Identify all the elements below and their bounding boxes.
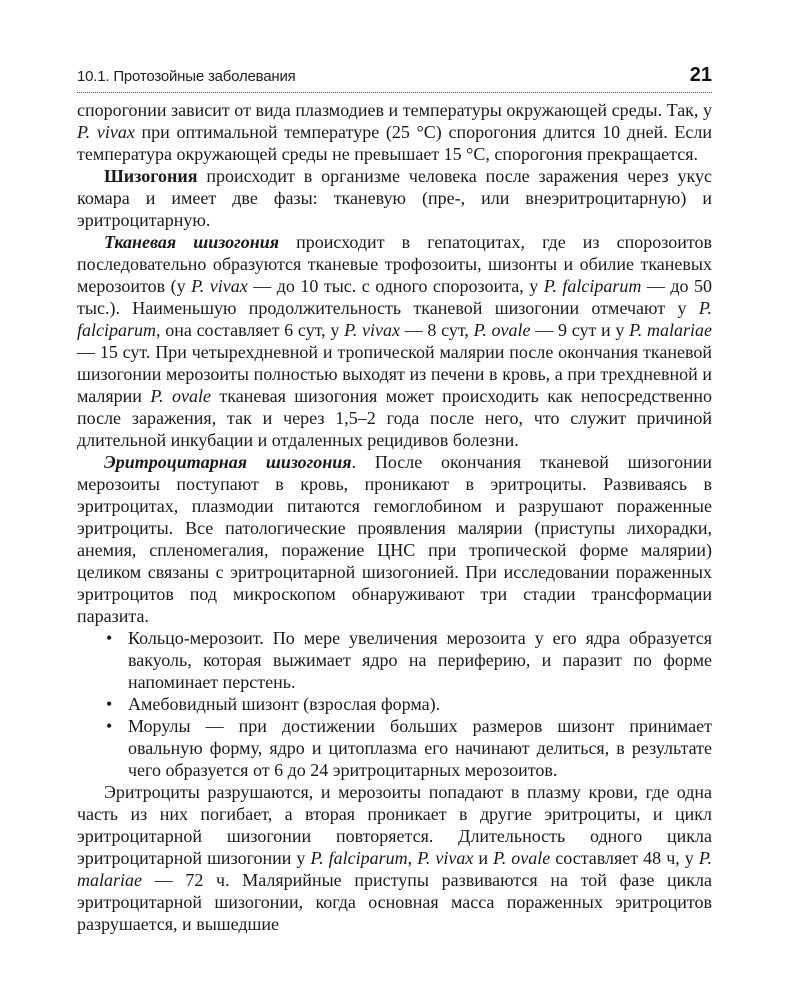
- paragraph-schizogony: Шизогония происходит в организме человека после заражения через укус комара и имеет две фазы: тканевую (пре-, или внеэритроцитарную) и эритроцитарную.: [77, 166, 712, 230]
- term-tissue-schizogony: Тканевая шизогония: [104, 232, 279, 252]
- page-header: [77, 62, 712, 93]
- paragraph-tissue-schizogony: Тканевая шизогония происходит в гепатоцитах, где из спорозоитов последовательно образуются тканевые трофозоиты, шизонты и обилие тканевых мерозоитов (у P. vivax — до 10 тыс. с одного спорозоита, у P. falciparum — до 50 тыс.). Наименьшую продолжительность тканевой шизогонии отмечают у P. falciparum, она составляет 6 сут, у P. vivax — 8 сут, P. ovale — 9 сут и у P. malariae — 15 сут. При четырехдневной и тропической малярии после окончания тканевой шизогонии мерозоиты полностью выходят из печени в кровь, а при трехдневной и малярии P. ovale тканевая шизогония может происходить как непосредственно после заражения, так и через 1,5–2 года после него, что служит причиной длительной инкубации и отдаленных рецидивов болезни.: [77, 232, 713, 450]
- stages-list: [77, 627, 712, 781]
- paragraph-erythrocytic-schizogony: Эритроцитарная шизогония. После окончания тканевой шизогонии мерозоиты поступают в кровь, проникают в эритроциты. Развиваясь в эритроцитах, плазмодии питаются гемоглобином и разрушают пораженные эритроциты. Все патологические проявления малярии (приступы лихорадки, анемия, спленомегалия, поражение ЦНС при тропической форме малярии) целиком связаны с эритроцитарной шизогонией. При исследовании пораженных эритроцитов под микроскопом обнаруживают три стадии трансформации паразита.: [77, 452, 712, 626]
- bullet-icon: •: [106, 694, 113, 714]
- page-number: 21: [689, 64, 712, 86]
- paragraph-erythrocyte-destruction: Эритроциты разрушаются, и мерозоиты попадают в плазму крови, где одна часть из них погибает, а вторая проникает в другие эритроциты, и цикл эритроцитарной шизогонии повторяется. Длительность одного цикла эритроцитарной шизогонии у P. falciparum, P. vivax и P. ovale составляет 48 ч, у P. malariae — 72 ч. Малярийные приступы развиваются на той фазе цикла эритроцитарной шизогонии, когда основная масса пораженных эритроцитов разрушается, и вышедшие: [77, 782, 712, 934]
- paragraph-sporogony-end: спорогонии зависит от вида плазмодиев и температуры окружающей среды. Так, у P. vivax при оптимальной температуре (25 °С) спорогония длится 10 дней. Если температура окружающей среды не превышает 15 °С, спорогония прекращается.: [77, 100, 712, 164]
- term-erythrocytic-schizogony: Эритроцитарная шизогония: [104, 452, 352, 472]
- bullet-icon: •: [106, 628, 113, 648]
- list-item: • Морулы — при достижении больших размеров шизонт принимает овальную форму, ядро и цитоплазма его начинают делиться, в результате чего образуется от 6 до 24 эритроцитарных мерозоитов.: [106, 716, 712, 780]
- running-head: 10.1. Протозойные заболевания: [77, 68, 296, 85]
- list-item: • Амебовидный шизонт (взрослая форма).: [106, 694, 441, 714]
- term-schizogony: Шизогония: [104, 166, 198, 186]
- list-item: • Кольцо-мерозоит. По мере увеличения мерозоита у его ядра образуется вакуоль, которая выжимает ядро на периферию, и паразит по форме напоминает перстень.: [106, 628, 712, 692]
- body-text: [77, 99, 712, 935]
- bullet-icon: •: [106, 716, 113, 736]
